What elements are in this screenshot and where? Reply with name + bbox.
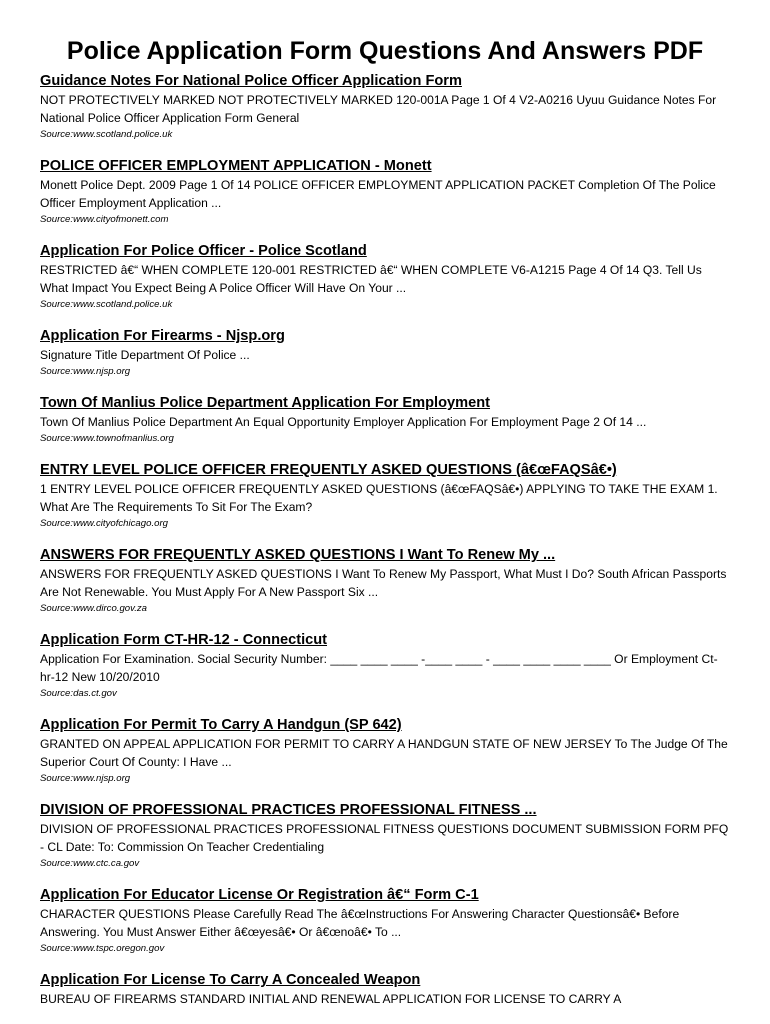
result-snippet: DIVISION OF PROFESSIONAL PRACTICES PROFESSIONAL FITNESS QUESTIONS DOCUMENT SUBMISSION FORM PFQ - CL Date: To: Commission On Teacher Credentialing <box>40 822 729 854</box>
result-title-link[interactable]: Application For Educator License Or Registration â€“ Form C-1 <box>40 887 479 903</box>
result-source: Source:www.njsp.org <box>40 366 131 377</box>
result-title-link[interactable]: Application Form CT-HR-12 - Connecticut <box>40 632 328 648</box>
result-item <box>40 716 730 787</box>
result-title-link[interactable]: Application For License To Carry A Concealed Weapon <box>40 972 421 988</box>
result-snippet: Monett Police Dept. 2009 Page 1 Of 14 POLICE OFFICER EMPLOYMENT APPLICATION PACKET Completion Of The Police Officer Employment Application ... <box>40 178 716 210</box>
result-title-link[interactable]: Application For Permit To Carry A Handgun (SP 642) <box>40 717 402 733</box>
result-item <box>40 242 730 313</box>
result-snippet: BUREAU OF FIREARMS STANDARD INITIAL AND RENEWAL APPLICATION FOR LICENSE TO CARRY A <box>40 992 622 1006</box>
result-item <box>40 801 730 872</box>
result-source: Source:www.scotland.police.uk <box>40 299 173 310</box>
result-snippet: 1 ENTRY LEVEL POLICE OFFICER FREQUENTLY ASKED QUESTIONS (â€œFAQSâ€•) APPLYING TO TAKE THE EXAM 1. What Are The Requirements To Sit For The Exam? <box>40 482 718 514</box>
result-item <box>40 394 730 447</box>
result-item <box>40 327 730 380</box>
result-snippet: Town Of Manlius Police Department An Equal Opportunity Employer Application For Employment Page 2 Of 14 ... <box>40 415 647 429</box>
result-item <box>40 546 730 617</box>
result-snippet: RESTRICTED â€“ WHEN COMPLETE 120-001 RESTRICTED â€“ WHEN COMPLETE V6-A1215 Page 4 Of 14 Q3. Tell Us What Impact You Expect Being A Police Officer Will Have On Your ... <box>40 263 702 295</box>
result-item <box>40 631 730 702</box>
result-snippet: CHARACTER QUESTIONS Please Carefully Read The â€œInstructions For Answering Character Questionsâ€• Before Answering. You Must Answer Either â€œyesâ€• Or â€œnoâ€• To ... <box>40 907 680 939</box>
result-item <box>40 971 730 1008</box>
result-title-link[interactable]: Town Of Manlius Police Department Application For Employment <box>40 395 491 411</box>
result-item <box>40 72 730 143</box>
result-snippet: NOT PROTECTIVELY MARKED NOT PROTECTIVELY MARKED 120-001A Page 1 Of 4 V2-A0216 Uyuu Guidance Notes For National Police Officer Application Form General <box>40 93 717 125</box>
result-item <box>40 886 730 957</box>
result-source: Source:das.ct.gov <box>40 688 117 699</box>
result-item <box>40 461 730 532</box>
result-item <box>40 157 730 228</box>
page-title: Police Application Form Questions And Answers PDF <box>66 37 704 65</box>
result-source: Source:www.ctc.ca.gov <box>40 858 140 869</box>
result-source: Source:www.dirco.gov.za <box>40 603 147 614</box>
result-snippet: GRANTED ON APPEAL APPLICATION FOR PERMIT TO CARRY A HANDGUN STATE OF NEW JERSEY To The Judge Of The Superior Court Of County: I Have ... <box>40 737 728 769</box>
result-title-link[interactable]: ANSWERS FOR FREQUENTLY ASKED QUESTIONS I Want To Renew My ... <box>40 547 556 563</box>
result-snippet: Signature Title Department Of Police ... <box>40 348 250 362</box>
result-source: Source:www.tspc.oregon.gov <box>40 943 165 954</box>
result-source: Source:www.cityofmonett.com <box>40 214 169 225</box>
result-source: Source:www.cityofchicago.org <box>40 518 168 529</box>
result-title-link[interactable]: DIVISION OF PROFESSIONAL PRACTICES PROFESSIONAL FITNESS ... <box>40 802 537 818</box>
result-title-link[interactable]: Guidance Notes For National Police Officer Application Form <box>40 73 462 89</box>
result-snippet: ANSWERS FOR FREQUENTLY ASKED QUESTIONS I Want To Renew My Passport, What Must I Do? South African Passports Are Not Renewable. You Must Apply For A New Passport Six ... <box>40 567 727 599</box>
result-title-link[interactable]: Application For Police Officer - Police Scotland <box>40 243 367 259</box>
result-title-link[interactable]: POLICE OFFICER EMPLOYMENT APPLICATION - Monett <box>40 158 432 174</box>
result-snippet: Application For Examination. Social Security Number: ____ ____ ____ -____ ____ - ____ ____ ____ ____ Or Employment Ct-hr-12 New 10/20/2010 <box>40 652 718 684</box>
result-source: Source:www.njsp.org <box>40 773 131 784</box>
result-title-link[interactable]: Application For Firearms - Njsp.org <box>40 328 285 344</box>
result-source: Source:www.scotland.police.uk <box>40 129 173 140</box>
result-source: Source:www.townofmanlius.org <box>40 433 174 444</box>
result-title-link[interactable]: ENTRY LEVEL POLICE OFFICER FREQUENTLY ASKED QUESTIONS (â€œFAQSâ€•) <box>40 462 617 478</box>
